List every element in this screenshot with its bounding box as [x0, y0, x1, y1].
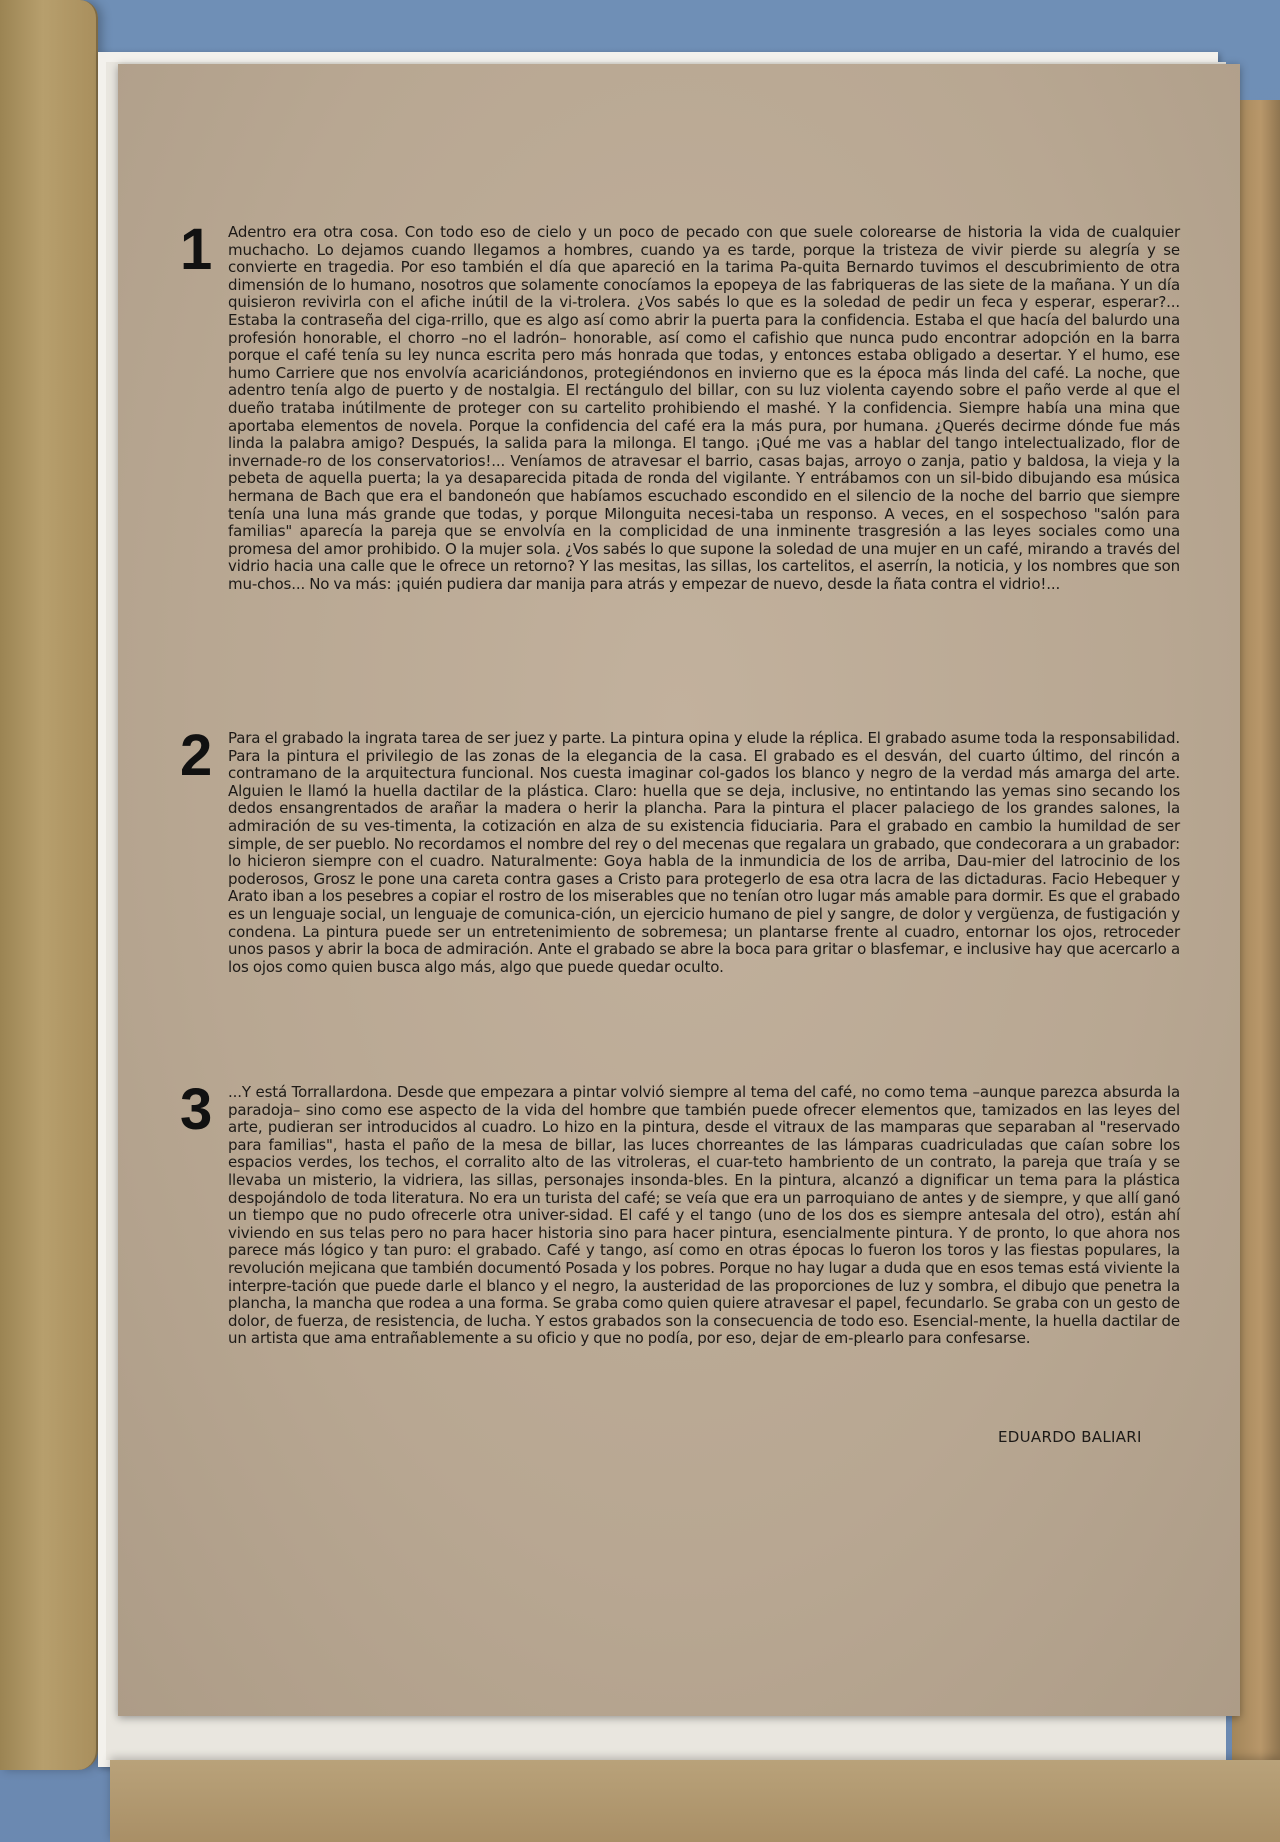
section-3	[180, 1077, 1180, 1348]
section-number: 2	[180, 723, 213, 788]
author-signature: EDUARDO BALIARI	[998, 1428, 1142, 1446]
section-2	[180, 723, 1180, 976]
section-text: ...Y está Torrallardona. Desde que empezara a pintar volvió siempre al tema del café, no como tema –aunque parezca absurda la paradoja– sino como ese aspecto de la vida del hombre que también puede ofrecer elementos que, tamizados en las leyes del arte, pudieran ser introducidos al cuadro. Lo hizo en la pintura, desde el vitraux de las mamparas que separaban al "reservado para familias", hasta el paño de la mesa de billar, las luces chorreantes de las lámparas cuadriculadas que caían sobre los espacios verdes, los techos, el corralito alto de las vitroleras, el cuar-teto hambriento de un contrato, la pareja que traía y se llevaba un misterio, la vidriera, las sillas, personajes insonda-bles. En la pintura, alcanzó a dignificar un tema para la plástica despojándolo de toda literatura. No era un turista del café; se veía que era un parroquiano de antes y de siempre, y que allí ganó un tiempo que no pudo ofrecerle otra univer-sidad. El café y el tango (uno de los dos es siempre antesala del otro), están ahí viviendo en sus telas pero no para hacer historia sino para hacer pintura, esencialmente pintura. Y de pronto, lo que ahora nos parece más lógico y tan puro: el grabado. Café y tango, así como en otras épocas lo fueron los toros y las fiestas populares, la revolución mejicana que también documentó Posada y los pobres. Porque no hay lugar a duda que en esos temas está viviente la interpre-tación que puede darle el blanco y el negro, la austeridad de las proporciones de luz y sombra, el dibujo que penetra la plancha, la mancha que rodea a una forma. Se graba como quien quiere atravesar el papel, fecundarlo. Se graba con un gesto de dolor, de fuerza, de resistencia, de lucha. Y estos grabados son la consecuencia de todo eso. Esencial-mente, la huella dactilar de un artista que ama entrañablemente a su oficio y que no podía, por eso, dejar de em-plearlo para confesarse.	[228, 1083, 1180, 1348]
folder-cover-left	[0, 0, 98, 1770]
section-text: Para el grabado la ingrata tarea de ser juez y parte. La pintura opina y elude la réplica. El grabado asume toda la responsabilidad. Para la pintura el privilegio de las zonas de la elegancia de la casa. El grabado es el desván, del cuarto último, del rincón a contramano de la arquitectura funcional. Nos cuesta imaginar col-gados los blanco y negro de la verdad más amarga del arte. Alguien le llamó la huella dactilar de la plástica. Claro: huella que se deja, inclusive, no entintando las yemas sino secando los dedos ensangrentados de arañar la madera o herir la plancha. Para la pintura el placer palaciego de los grandes salones, la admiración de su ves-timenta, la cotización en alza de su existencia fiduciaria. Para el grabado en cambio la humildad de ser simple, de ser pueblo. No recordamos el nombre del rey o del mecenas que regalara un grabado, que condecorara a un grabador: lo hicieron siempre con el cuadro. Naturalmente: Goya habla de la inmundicia de los de arriba, Dau-mier del latrocinio de los poderosos, Grosz le pone una careta contra gases a Cristo para protegerlo de esa otra lacra de las dictaduras. Facio Hebequer y Arato iban a los pesebres a copiar el rostro de los miserables que no tenían otro lugar más amable para dormir. Es que el grabado es un lenguaje social, un lenguaje de comunica-ción, un ejercicio humano de piel y sangre, de dolor y vergüenza, de fustigación y condena. La pintura puede ser un entretenimiento de sobremesa; un plantarse frente al cuadro, entornar los ojos, retroceder unos pasos y abrir la boca de admiración. Ante el grabado se abre la boca para gritar o blasfemar, e inclusive hay que acercarlo a los ojos como quien busca algo más, algo que puede quedar oculto.	[228, 729, 1180, 976]
section-number: 1	[180, 217, 213, 282]
section-1	[180, 217, 1180, 593]
section-number: 3	[180, 1077, 213, 1142]
printed-page	[118, 64, 1240, 1716]
section-text: Adentro era otra cosa. Con todo eso de cielo y un poco de pecado con que suele colorearse de historia la vida de cualquier muchacho. Lo dejamos cuando llegamos a hombres, cuando ya es tarde, porque la tristeza de vivir pierde su alegría y se convierte en tragedia. Por eso también el día que apareció en la tarima Pa-quita Bernardo tuvimos el descubrimiento de otra dimensión de lo humano, nosotros que solamente conocíamos la epopeya de las fabriqueras de las siete de la mañana. Y un día quisieron revivirla con el afiche inútil de la vi-trolera. ¿Vos sabés lo que es la soledad de pedir un feca y esperar, esperar?... Estaba la contraseña del ciga-rrillo, que es algo así como abrir la puerta para la confidencia. Estaba el que hacía del balurdo una profesión honorable, el chorro –no el ladrón– honorable, así como el cafishio que nunca pudo encontrar adopción en la barra porque el café tenía su ley nunca escrita pero más honrada que todas, y entonces estaba obligado a desertar. Y el humo, ese humo Carriere que nos envolvía acariciándonos, protegiéndonos en invierno que es la época más linda del café. La noche, que adentro tenía algo de puerto y de nostalgia. El rectángulo del billar, con su luz violenta cayendo sobre el paño verde al que el dueño trataba inútilmente de proteger con su cartelito prohibiendo el mashé. Y la confidencia. Siempre había una mina que aportaba elementos de novela. Porque la confidencia del café era la más pura, por humana. ¿Querés decirme dónde fue más linda la palabra amigo? Después, la salida para la milonga. El tango. ¡Qué me vas a hablar del tango intelectualizado, flor de invernade-ro de los conservatorios!... Veníamos de atravesar el barrio, casas bajas, arroyo o zanja, patio y baldosa, la vieja y la pebeta de aquella puerta; la ya desaparecida pitada de ronda del vigilante. Y entrábamos con un sil-bido dibujando esa música hermana de Bach que era el bandoneón que habíamos escuchado escondido en el silencio de la noche del barrio que siempre tenía una luna más grande que todas, y porque Milonguita necesi-taba un responso. A veces, en el sospechoso "salón para familias" aparecía la pareja que se envolvía en la complicidad de una inminente trasgresión a las leyes sociales como una promesa del amor prohibido. O la mujer sola. ¿Vos sabés lo que supone la soledad de una mujer en un café, mirando a través del vidrio hacia una calle que le ofrece un retorno? Y las mesitas, las sillas, los cartelitos, el aserrín, la noticia, y los nombres que son mu-chos... No va más: ¡quién pudiera dar manija para atrás y empezar de nuevo, desde la ñata contra el vidrio!...	[228, 223, 1180, 593]
folder-cover-bottom	[110, 1760, 1280, 1842]
